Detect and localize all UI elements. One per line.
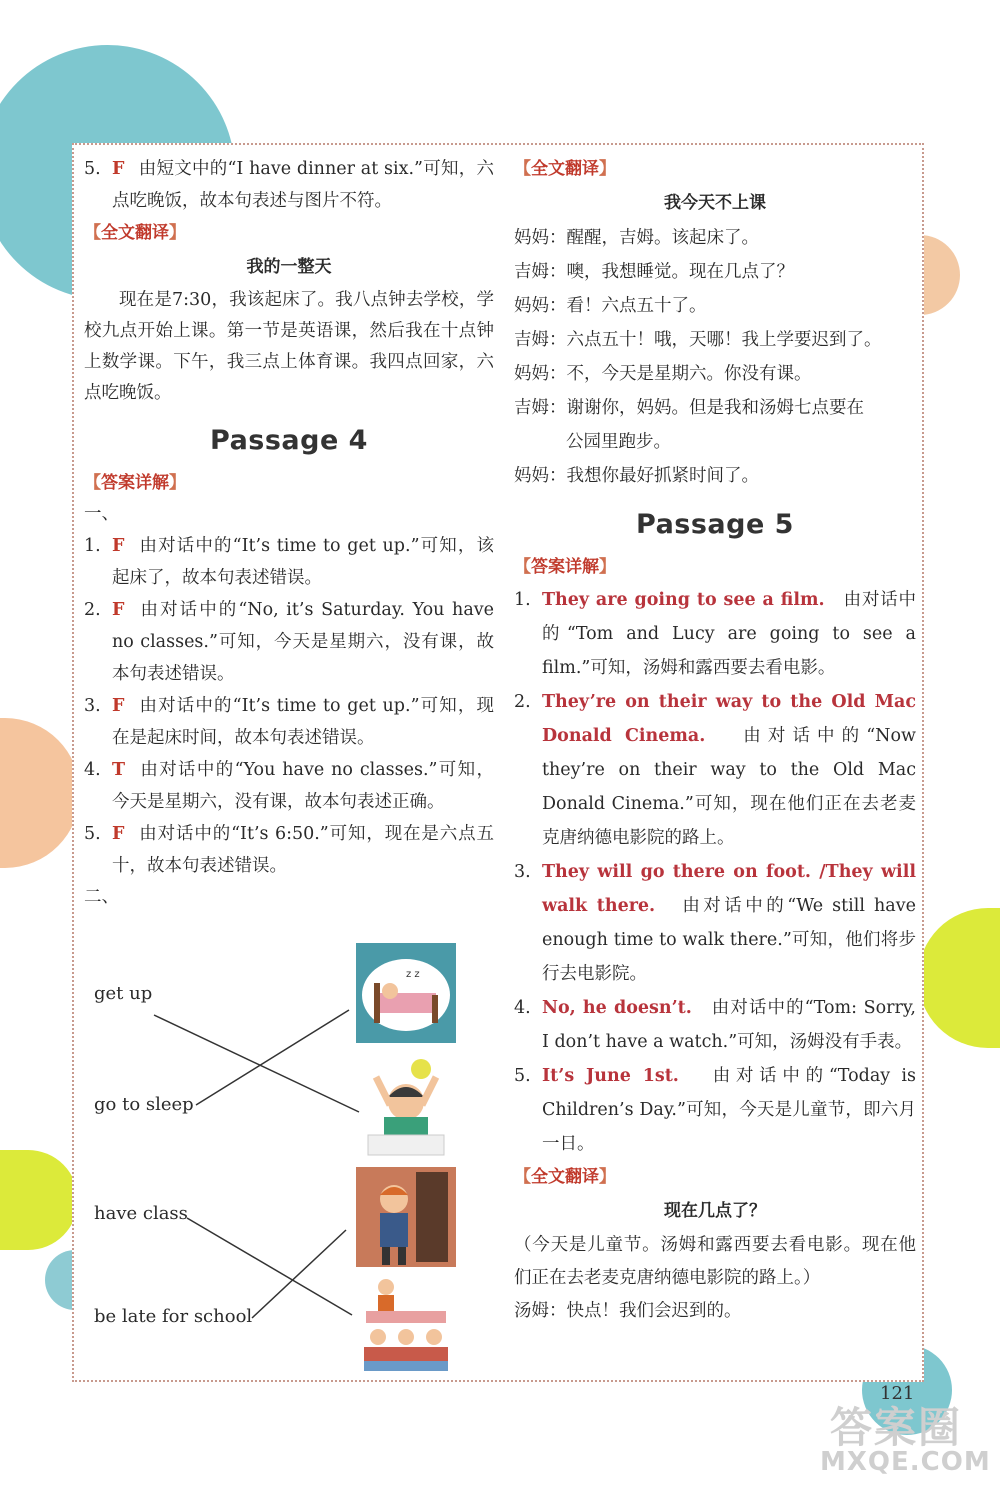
section-tag: 【全文翻译】: [514, 1167, 616, 1187]
watermark-url: MXQE.COM: [820, 1447, 991, 1477]
dialog-line: 妈妈：醒醒，吉姆。该起床了。: [514, 228, 759, 248]
match-word: get up: [94, 983, 153, 1004]
section-tag: 【答案详解】: [84, 473, 186, 493]
answer-item: 5. It’s June 1st. 由对话中的“Today is Children’s Day.”可知，今天是儿童节，即六月一日。: [514, 1066, 916, 1154]
dialog-line: 吉姆：谢谢你，妈妈。但是我和汤姆七点要在 公园里跑步。: [514, 398, 864, 452]
waking-boy-image: [356, 1057, 456, 1157]
section-tag: 【答案详解】: [514, 557, 616, 577]
decor-circle-yellow: [918, 908, 1000, 1048]
answer-item: 2. F 由对话中的“No, it’s Saturday. You have no classes.”可知，今天是星期六，没有课，故本句表述错误。: [84, 600, 494, 684]
passage-title: Passage 5: [636, 509, 794, 540]
page-frame: [72, 143, 924, 1382]
story-text: 现在是7:30，我该起床了。我八点钟去学校，学校九点开始上课。第一节是英语课，然后我在十点钟上数学课。下午，我三点上体育课。我四点回家，六点吃晚饭。: [84, 290, 494, 403]
dialog-title: 我今天不上课: [664, 193, 766, 213]
passage-title: Passage 4: [210, 425, 368, 456]
section-tag: 【全文翻译】: [514, 159, 616, 179]
answer-item: 3. They will go there on foot. /They will walk there. 由对话中的“We still have enough time to walk there.”可知，他们将步行去电影院。: [514, 862, 916, 984]
item-number: 5.: [84, 159, 101, 179]
answer-item: 4. No, he doesn’t. 由对话中的“Tom: Sorry, I don’t have a watch.”可知，汤姆没有手表。: [514, 998, 916, 1052]
right-column: [514, 153, 916, 1328]
answer-explanation: 由短文中的“I have dinner at six.”可知，六点吃晚饭，故本句表述与图片不符。: [112, 159, 494, 211]
decor-circle-orange: [918, 235, 960, 315]
answer-item: 5. F 由对话中的“It’s 6:50.”可知，现在是六点五十，故本句表述错误。: [84, 824, 494, 876]
dialog-line: 妈妈：看！六点五十了。: [514, 296, 707, 316]
match-word: be late for school: [94, 1306, 253, 1327]
match-word: go to sleep: [94, 1094, 194, 1115]
section-tag: 【全文翻译】: [84, 223, 186, 243]
watermark: [820, 1395, 995, 1485]
answer-item: 4. T 由对话中的“You have no classes.”可知，今天是星期六，没有课，故本句表述正确。: [84, 760, 494, 812]
dialog-line: 吉姆：六点五十！哦，天哪！我上学要迟到了。: [514, 330, 882, 350]
watermark-logo: 答案圈: [830, 1403, 963, 1452]
answer-item: 1. They are going to see a film. 由对话中的“Tom and Lucy are going to see a film.”可知，汤姆和露西要去看电影。: [514, 590, 916, 678]
late-boy-image: [356, 1167, 456, 1267]
svg-text:z z: z z: [406, 969, 420, 980]
dialog-line: 吉姆：噢，我想睡觉。现在几点了？: [514, 262, 794, 282]
story-title: 现在几点了？: [664, 1201, 766, 1221]
sleeping-boy-image: [356, 943, 456, 1043]
left-column: [84, 153, 494, 913]
decor-circle-yellow: [0, 1150, 78, 1250]
answer-item: 1. F 由对话中的“It’s time to get up.”可知，该起床了，故本句表述错误。: [84, 536, 494, 588]
answer-letter: F: [112, 159, 125, 179]
story-title: 我的一整天: [246, 257, 332, 277]
decor-circle-orange: [0, 718, 80, 868]
match-word: have class: [94, 1203, 188, 1224]
section-heading: 一、: [84, 504, 119, 524]
story-text: （今天是儿童节。汤姆和露西要去看电影。现在他们正在去老麦克唐纳德电影院的路上。）: [514, 1235, 916, 1288]
dialog-line: 汤姆：快点！我们会迟到的。: [514, 1301, 742, 1321]
answer-item: 3. F 由对话中的“It’s time to get up.”可知，现在是起床时间，故本句表述错误。: [84, 696, 494, 748]
answer-item: [84, 153, 494, 217]
answer-item: 2. They’re on their way to the Old Mac Donald Cinema. 由对话中的“Now they’re on their way to the Old Mac Donald Cinema.”可知，现在他们正在去老麦克唐纳德电影院的路上。: [514, 692, 916, 848]
section-heading: 二、: [84, 887, 119, 907]
classroom-image: [356, 1275, 456, 1375]
page-number: 121: [880, 1383, 915, 1404]
matching-exercise: [84, 935, 494, 1365]
dialog-line: 妈妈：不，今天是星期六。你没有课。: [514, 364, 812, 384]
dialog-line: 妈妈：我想你最好抓紧时间了。: [514, 466, 759, 486]
